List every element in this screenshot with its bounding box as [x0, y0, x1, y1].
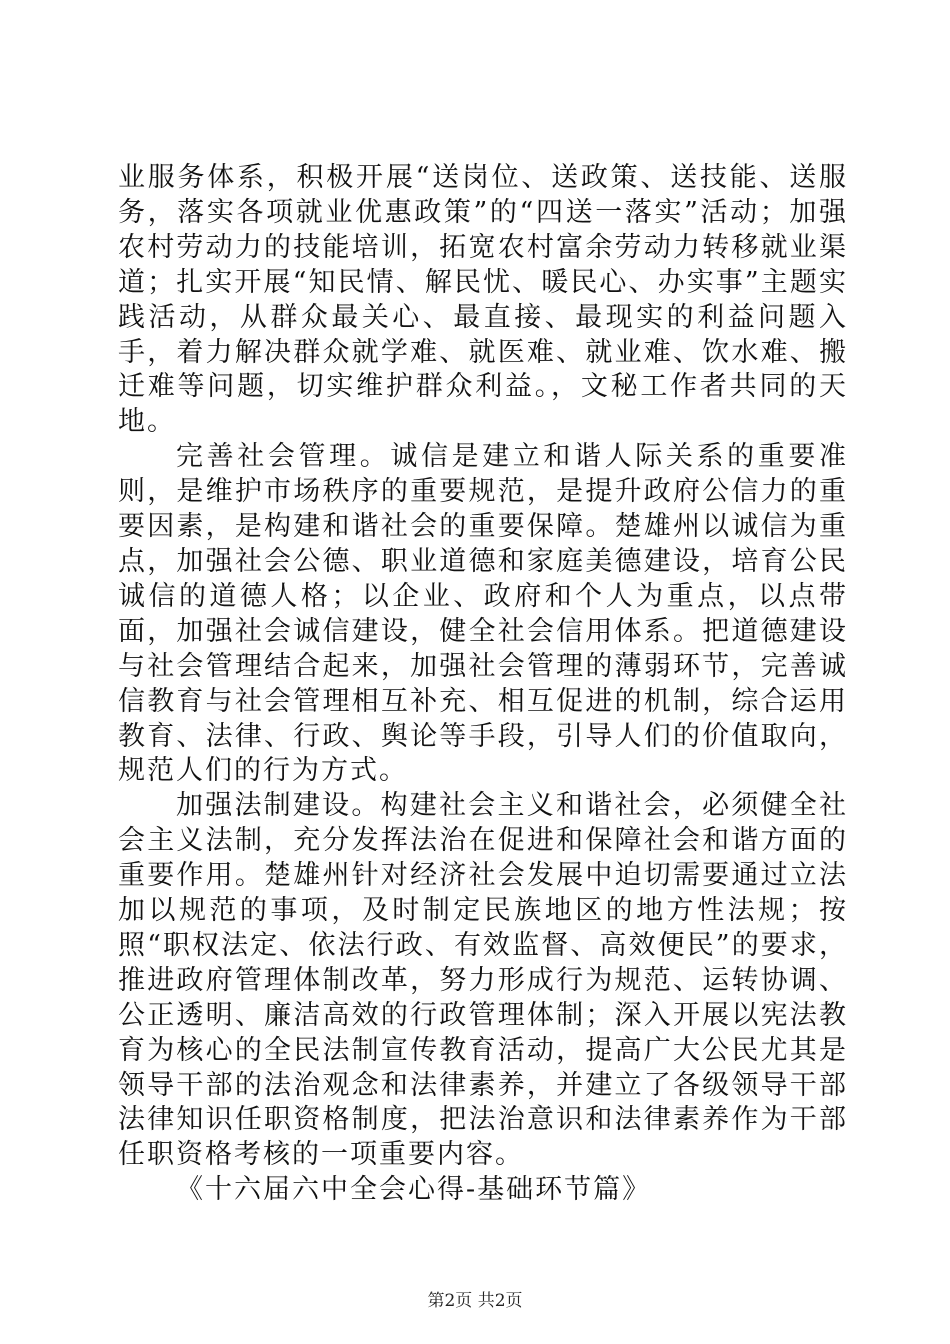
paragraph-legal-construction: 加强法制建设。构建社会主义和谐社会，必须健全社会主义法制，充分发挥法治在促进和保障社会和谐方面的重要作用。楚雄州针对经济社会发展中迫切需要通过立法加以规范的事项，及时制定民族地区的地方性法规；按照“职权法定、依法行政、有效监督、高效便民”的要求，推进政府管理体制改革，努力形成行为规范、运转协调、公正透明、廉洁高效的行政管理体制；深入开展以宪法教育为核心的全民法制宣传教育活动，提高广大公民尤其是领导干部的法治观念和法律素养，并建立了各级领导干部法律知识任职资格制度，把法治意识和法律素养作为干部任职资格考核的一项重要内容。 [118, 790, 848, 1171]
document-body [118, 161, 848, 1208]
paragraph-social-management: 完善社会管理。诚信是建立和谐人际关系的重要准则，是维护市场秩序的重要规范，是提升政府公信力的重要因素，是构建和谐社会的重要保障。楚雄州以诚信为重点，加强社会公德、职业道德和家庭美德建设，培育公民诚信的道德人格；以企业、政府和个人为重点，以点带面，加强社会诚信建设，健全社会信用体系。把道德建设与社会管理结合起来，加强社会管理的薄弱环节，完善诚信教育与社会管理相互补充、相互促进的机制，综合运用教育、法律、行政、舆论等手段，引导人们的价值取向，规范人们的行为方式。 [118, 441, 848, 787]
document-title-reference: 《十六届六中全会心得-基础环节篇》 [176, 1174, 652, 1206]
page-number-footer: 第2页 共2页 [427, 1291, 523, 1311]
paragraph-employment-services: 业服务体系，积极开展“送岗位、送政策、送技能、送服务，落实各项就业优惠政策”的“四送一落实”活动；加强农村劳动力的技能培训，拓宽农村富余劳动力转移就业渠道；扎实开展“知民情、解民忧、暖民心、办实事”主题实践活动，从群众最关心、最直接、最现实的利益问题入手，着力解决群众就学难、就医难、就业难、饮水难、搬迁难等问题，切实维护群众利益。，文秘工作者共同的天地。 [118, 162, 848, 438]
